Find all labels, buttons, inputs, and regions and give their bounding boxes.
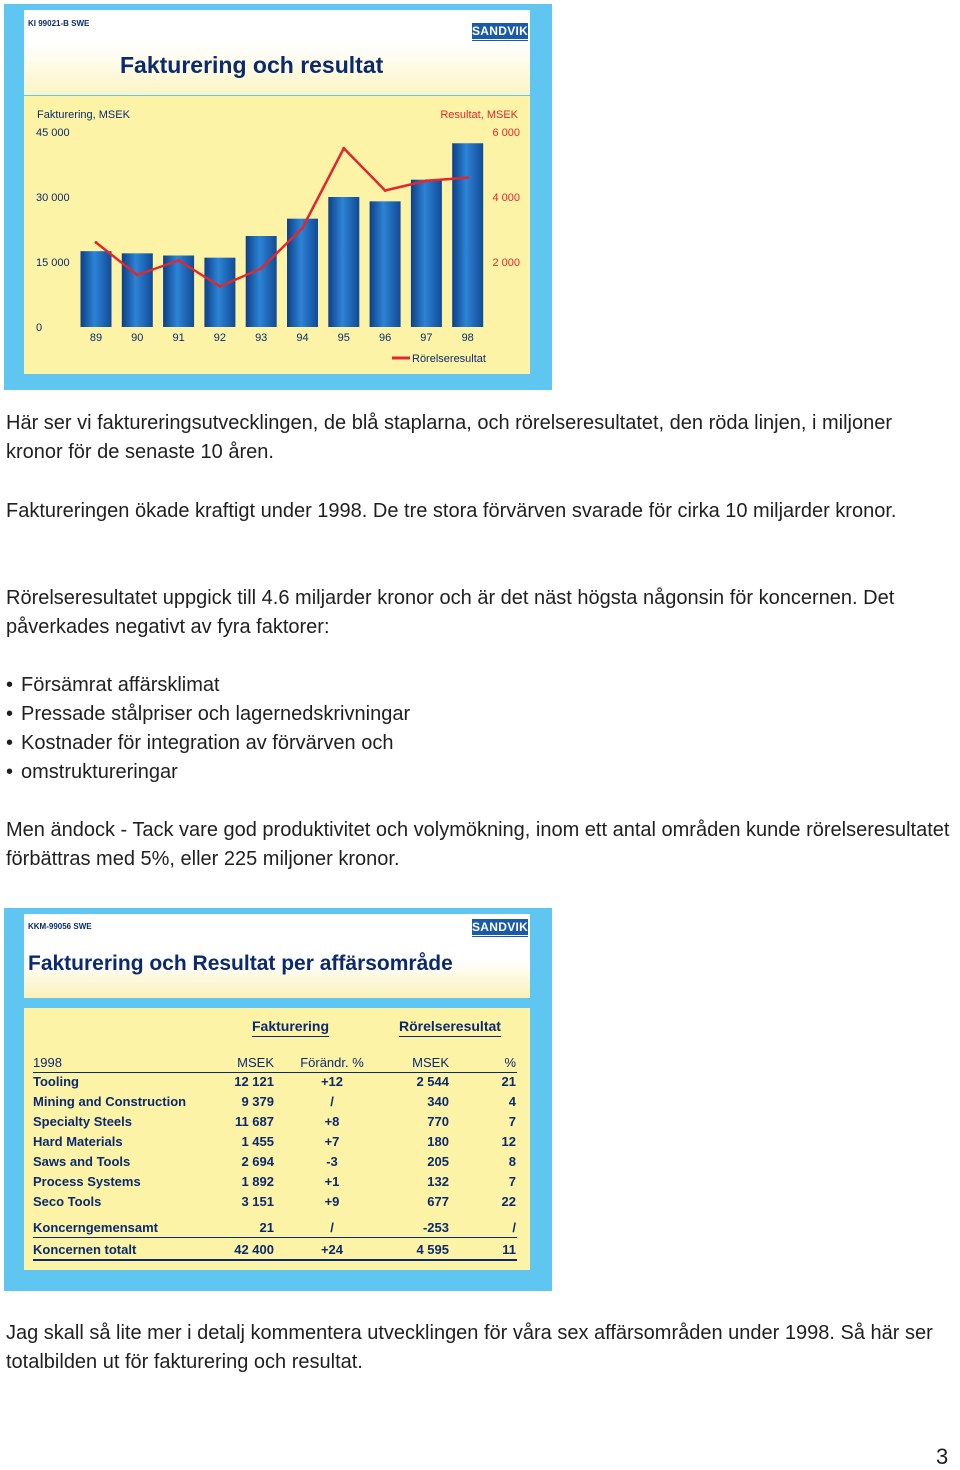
table-total-row-billing-change: +24 (320, 1242, 344, 1257)
right-tick-label: 6 000 (492, 127, 520, 139)
line-point (342, 147, 345, 150)
x-tick-label: 94 (296, 332, 309, 344)
table-row-billing-msek: 1 455 (241, 1134, 274, 1149)
table-row-billing-change: / (330, 1220, 334, 1235)
x-tick-label: 96 (378, 332, 392, 344)
table-row-result-msek: 180 (427, 1134, 449, 1149)
column-group-operating-result: Rörelseresultat (399, 1018, 501, 1037)
document-code: KI 99021-B SWE (28, 19, 90, 28)
table-header-result-percent: % (504, 1055, 516, 1070)
x-tick-label: 92 (213, 332, 227, 344)
sandvik-logo-text: SANDVIK (472, 920, 529, 934)
bar (81, 251, 112, 327)
table-row-billing-msek: 9 379 (241, 1094, 274, 1109)
table-row-result-percent: 12 (501, 1134, 516, 1149)
line-point (425, 179, 428, 182)
sandvik-logo (470, 917, 530, 939)
table-row-billing-change: +7 (324, 1134, 340, 1149)
table-row-billing-msek: 12 121 (234, 1074, 274, 1089)
table-row-billing-msek: 1 892 (241, 1174, 274, 1189)
document-code: KKM-99056 SWE (28, 922, 92, 931)
table-row-billing-msek: 21 (259, 1220, 274, 1235)
right-tick-label: 2 000 (492, 257, 520, 269)
line-point (218, 285, 221, 288)
column-group-billing: Fakturering (252, 1018, 329, 1037)
slide-title: Fakturering och resultat (120, 52, 384, 78)
slide-billing-and-result (4, 4, 552, 390)
table-total-row-billing-msek: 42 400 (234, 1242, 274, 1257)
x-tick-label: 90 (131, 332, 144, 344)
table-row-billing-msek: 11 687 (234, 1114, 274, 1129)
line-point (466, 176, 469, 179)
paragraph-operating-result: Rörelseresultatet uppgick till 4.6 miljarder kronor och är det näst högsta någonsin för koncernen. Det påverkades negativt av fyra faktorer: (6, 587, 895, 638)
table-row-billing-change: / (330, 1094, 334, 1109)
table-row-billing-change: +1 (324, 1174, 340, 1189)
table-total-row-row-label: Koncernen totalt (33, 1242, 137, 1257)
list-item: • Försämrat affärsklimat (6, 671, 410, 700)
sandvik-logo (470, 21, 530, 43)
bar (411, 180, 442, 327)
page-number: 3 (936, 1444, 949, 1469)
bar (204, 258, 235, 327)
x-tick-label: 95 (337, 332, 350, 344)
slide-billing-by-business-area (4, 908, 552, 1291)
paragraph-intro: Här ser vi faktureringsutvecklingen, de blå staplarna, och rörelseresultatet, den röda linjen, i miljoner kronor för de senaste 10 åren. (6, 412, 893, 463)
list-item: • Pressade stålpriser och lagernedskrivningar (6, 700, 410, 729)
billing-result-chart (24, 96, 530, 374)
x-tick-label: 98 (461, 332, 474, 344)
table-row-row-label: Process Systems (33, 1174, 141, 1189)
table-row-billing-change: +9 (324, 1194, 340, 1209)
left-tick-label: 15 000 (36, 257, 70, 269)
line-point (95, 241, 98, 244)
paragraph-improvement: Men ändock - Tack vare god produktivitet och volymökning, inom ett antal områden kunde rörelseresultatet förbättras med 5%, eller 225 miljoner kronor. (6, 819, 950, 870)
table-row-result-msek: 340 (427, 1094, 449, 1109)
table-header-result-msek: MSEK (412, 1055, 449, 1070)
table-row-result-percent: 4 (508, 1094, 516, 1109)
line-point (260, 267, 263, 270)
table-row-result-percent: 8 (508, 1154, 516, 1169)
table-row-result-msek: 205 (427, 1154, 449, 1169)
table-row-row-label: Saws and Tools (33, 1154, 131, 1169)
table-row-result-percent: / (512, 1220, 516, 1235)
list-item: • omstruktureringar (6, 758, 410, 787)
table-row-row-label: Specialty Steels (33, 1114, 132, 1129)
table-row-result-msek: 2 544 (416, 1074, 449, 1089)
x-tick-label: 97 (420, 332, 433, 344)
table-row-result-msek: -253 (422, 1220, 449, 1235)
table-row-billing-msek: 3 151 (241, 1194, 274, 1209)
bar (370, 201, 401, 327)
table-row-billing-change: +8 (324, 1114, 340, 1129)
paragraph-closing: Jag skall så lite mer i detalj kommentera utvecklingen för våra sex affärsområden under 1998. Så här ser totalbilden ut för fakturering och resultat. (6, 1322, 933, 1373)
table-row-billing-change: -3 (326, 1154, 338, 1169)
table-divider (33, 1072, 517, 1073)
table-header-row-label: 1998 (33, 1055, 62, 1070)
bar (287, 219, 318, 327)
legend-label: Rörelseresultat (412, 353, 486, 365)
table-row-billing-msek: 2 694 (241, 1154, 274, 1169)
table-row-row-label: Koncerngemensamt (33, 1220, 158, 1235)
table-total-row-result-percent: 11 (502, 1242, 516, 1257)
table-header-billing-msek: MSEK (237, 1055, 274, 1070)
bar (328, 197, 359, 327)
table-row-result-percent: 7 (508, 1174, 516, 1189)
sandvik-logo-text: SANDVIK (472, 24, 529, 38)
table-row-row-label: Tooling (33, 1074, 79, 1089)
table-row-result-percent: 22 (501, 1194, 516, 1209)
table-row-row-label: Mining and Construction (33, 1094, 187, 1109)
chart-panel (24, 96, 530, 374)
x-tick-label: 89 (89, 332, 103, 344)
table-row-result-percent: 7 (508, 1114, 516, 1129)
paragraph-billing-increase: Faktureringen ökade kraftigt under 1998. De tre stora förvärven svarade för cirka 10 miljarder kronor. (6, 500, 897, 522)
table-row-result-msek: 770 (427, 1114, 449, 1129)
factor-list (6, 671, 410, 787)
table-row-result-msek: 677 (427, 1194, 449, 1209)
left-tick-label: 0 (36, 322, 43, 334)
right-axis-title: Resultat, MSEK (440, 109, 518, 121)
table-row-billing-change: +12 (320, 1074, 344, 1089)
table-divider (33, 1259, 517, 1261)
right-tick-label: 4 000 (492, 192, 520, 204)
table-row-result-msek: 132 (427, 1174, 449, 1189)
table-row-row-label: Hard Materials (33, 1134, 123, 1149)
table-total-row-result-msek: 4 595 (416, 1242, 449, 1257)
table-divider (33, 1237, 517, 1238)
line-point (136, 274, 139, 277)
table-row-row-label: Seco Tools (33, 1194, 102, 1209)
left-axis-title: Fakturering, MSEK (37, 109, 130, 121)
bar (122, 253, 153, 327)
line-point (384, 189, 387, 192)
line-point (301, 226, 304, 229)
bar (246, 236, 277, 327)
business-area-table (24, 1008, 530, 1270)
table-header-billing-change: Förändr. % (300, 1055, 364, 1070)
left-tick-label: 30 000 (36, 192, 70, 204)
x-tick-label: 91 (172, 332, 185, 344)
line-point (177, 259, 180, 262)
bar (452, 143, 483, 327)
left-tick-label: 45 000 (36, 127, 70, 139)
x-tick-label: 93 (255, 332, 268, 344)
table-row-result-percent: 21 (501, 1074, 516, 1089)
slide-title: Fakturering och Resultat per affärsområde (28, 952, 453, 975)
list-item: • Kostnader för integration av förvärven och (6, 729, 410, 758)
